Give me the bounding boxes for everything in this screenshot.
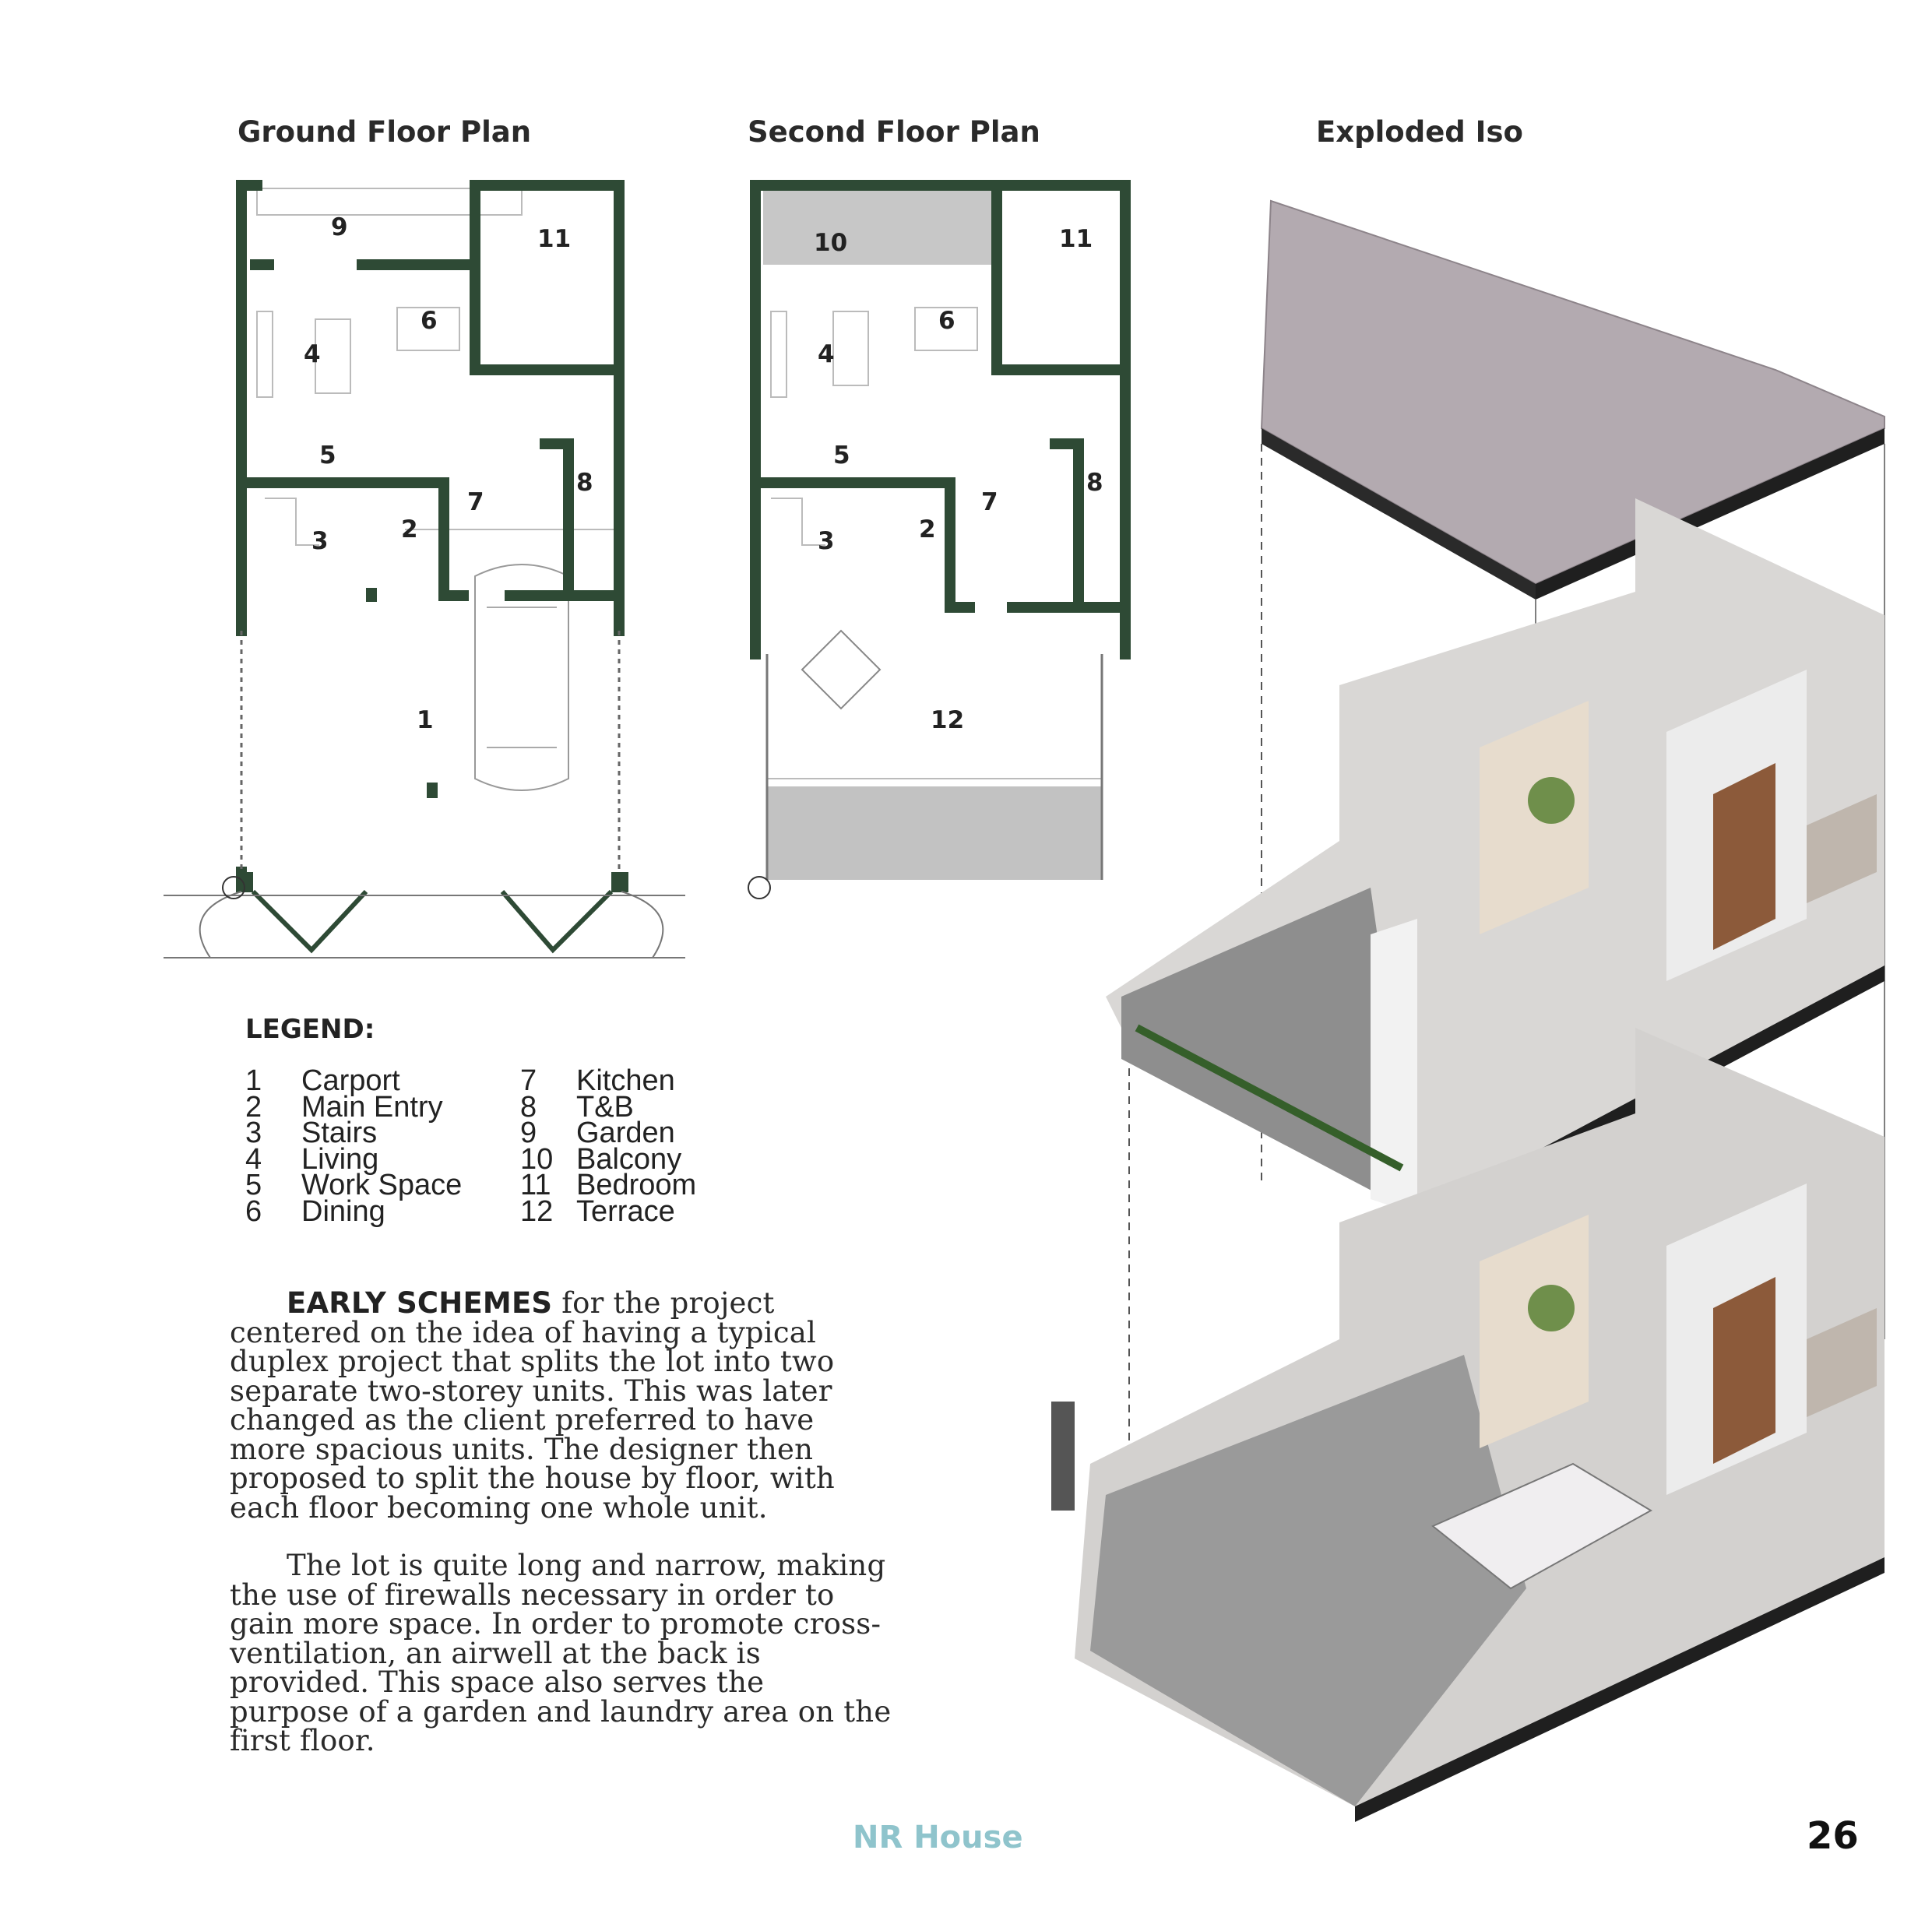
legend-label: Bedroom (576, 1169, 697, 1201)
room-label: 6 (938, 307, 955, 335)
legend-label: T&B (576, 1090, 634, 1124)
legend-num: 9 (520, 1117, 537, 1149)
room-label: 8 (576, 469, 593, 497)
legend-right-column (520, 1064, 697, 1228)
legend-left-column (245, 1064, 463, 1228)
room-label: 3 (311, 527, 329, 555)
room-label: 12 (931, 706, 965, 734)
room-label: 9 (331, 213, 348, 241)
ground-floor-plan (156, 171, 701, 966)
paragraph-1-text: for the project centered on the idea of having a typical duplex project that splits the lot into two separate two-storey units. This was later changed as the client preferred to have more spacious units. The designer then proposed to split the house by floor, with each floor becoming one whole unit. (230, 1286, 835, 1525)
legend-num: 8 (520, 1090, 537, 1124)
legend-num: 2 (245, 1090, 262, 1124)
room-label: 6 (421, 307, 438, 335)
legend-num: 3 (245, 1117, 262, 1149)
footer-title: NR House (853, 1820, 1023, 1855)
room-label: 3 (818, 527, 835, 555)
legend-title: LEGEND: (245, 1014, 375, 1045)
legend-label: Living (301, 1142, 379, 1176)
legend-num: 5 (245, 1169, 262, 1201)
page-number: 26 (1807, 1814, 1859, 1858)
legend-item (245, 1194, 462, 1228)
legend-num: 4 (245, 1142, 262, 1176)
legend-label: Dining (301, 1194, 385, 1228)
legend-label: Garden (576, 1117, 675, 1149)
legend-num: 11 (520, 1169, 551, 1201)
ground-floor-plan-heading: Ground Floor Plan (238, 115, 532, 149)
exploded-iso-heading: Exploded Iso (1316, 115, 1523, 149)
room-label: 11 (1059, 225, 1093, 253)
room-label: 5 (319, 441, 336, 470)
legend-num: 6 (245, 1194, 262, 1228)
exploded-iso-illustration (1028, 187, 1908, 1822)
legend-label: Carport (301, 1064, 400, 1097)
legend-num: 1 (245, 1064, 262, 1097)
body-text (230, 1286, 892, 1785)
legend-label: Work Space (301, 1169, 463, 1201)
legend-label: Terrace (576, 1194, 675, 1228)
second-floor-plan-heading: Second Floor Plan (748, 115, 1040, 149)
legend-item (520, 1194, 696, 1228)
room-label: 10 (814, 229, 848, 257)
legend-num: 12 (520, 1194, 554, 1228)
legend-label: Main Entry (301, 1090, 443, 1124)
room-label: 2 (401, 515, 418, 543)
room-label: 8 (1086, 469, 1103, 497)
room-label: 11 (537, 225, 572, 253)
roof-slab (1262, 201, 1884, 600)
room-label: 4 (818, 340, 835, 368)
legend-num: 10 (520, 1142, 554, 1176)
room-label: 7 (981, 488, 998, 516)
legend-label: Stairs (301, 1117, 378, 1149)
paragraph-2: The lot is quite long and narrow, making the use of firewalls necessary in order to gain more space. In order to promote cross-ventilation, an airwell at the back is provided. This space also serves the purpose of a garden and laundry area on the first floor. (230, 1549, 892, 1757)
paragraph-1 (230, 1286, 892, 1525)
room-label: 5 (833, 441, 850, 470)
room-label: 2 (919, 515, 936, 543)
legend-num: 7 (520, 1064, 537, 1097)
legend-label: Balcony (576, 1142, 682, 1176)
legend-label: Kitchen (576, 1064, 675, 1097)
lead-in: EARLY SCHEMES (287, 1286, 553, 1320)
room-label: 7 (467, 488, 484, 516)
room-label: 1 (417, 706, 434, 734)
room-label: 4 (304, 340, 321, 368)
